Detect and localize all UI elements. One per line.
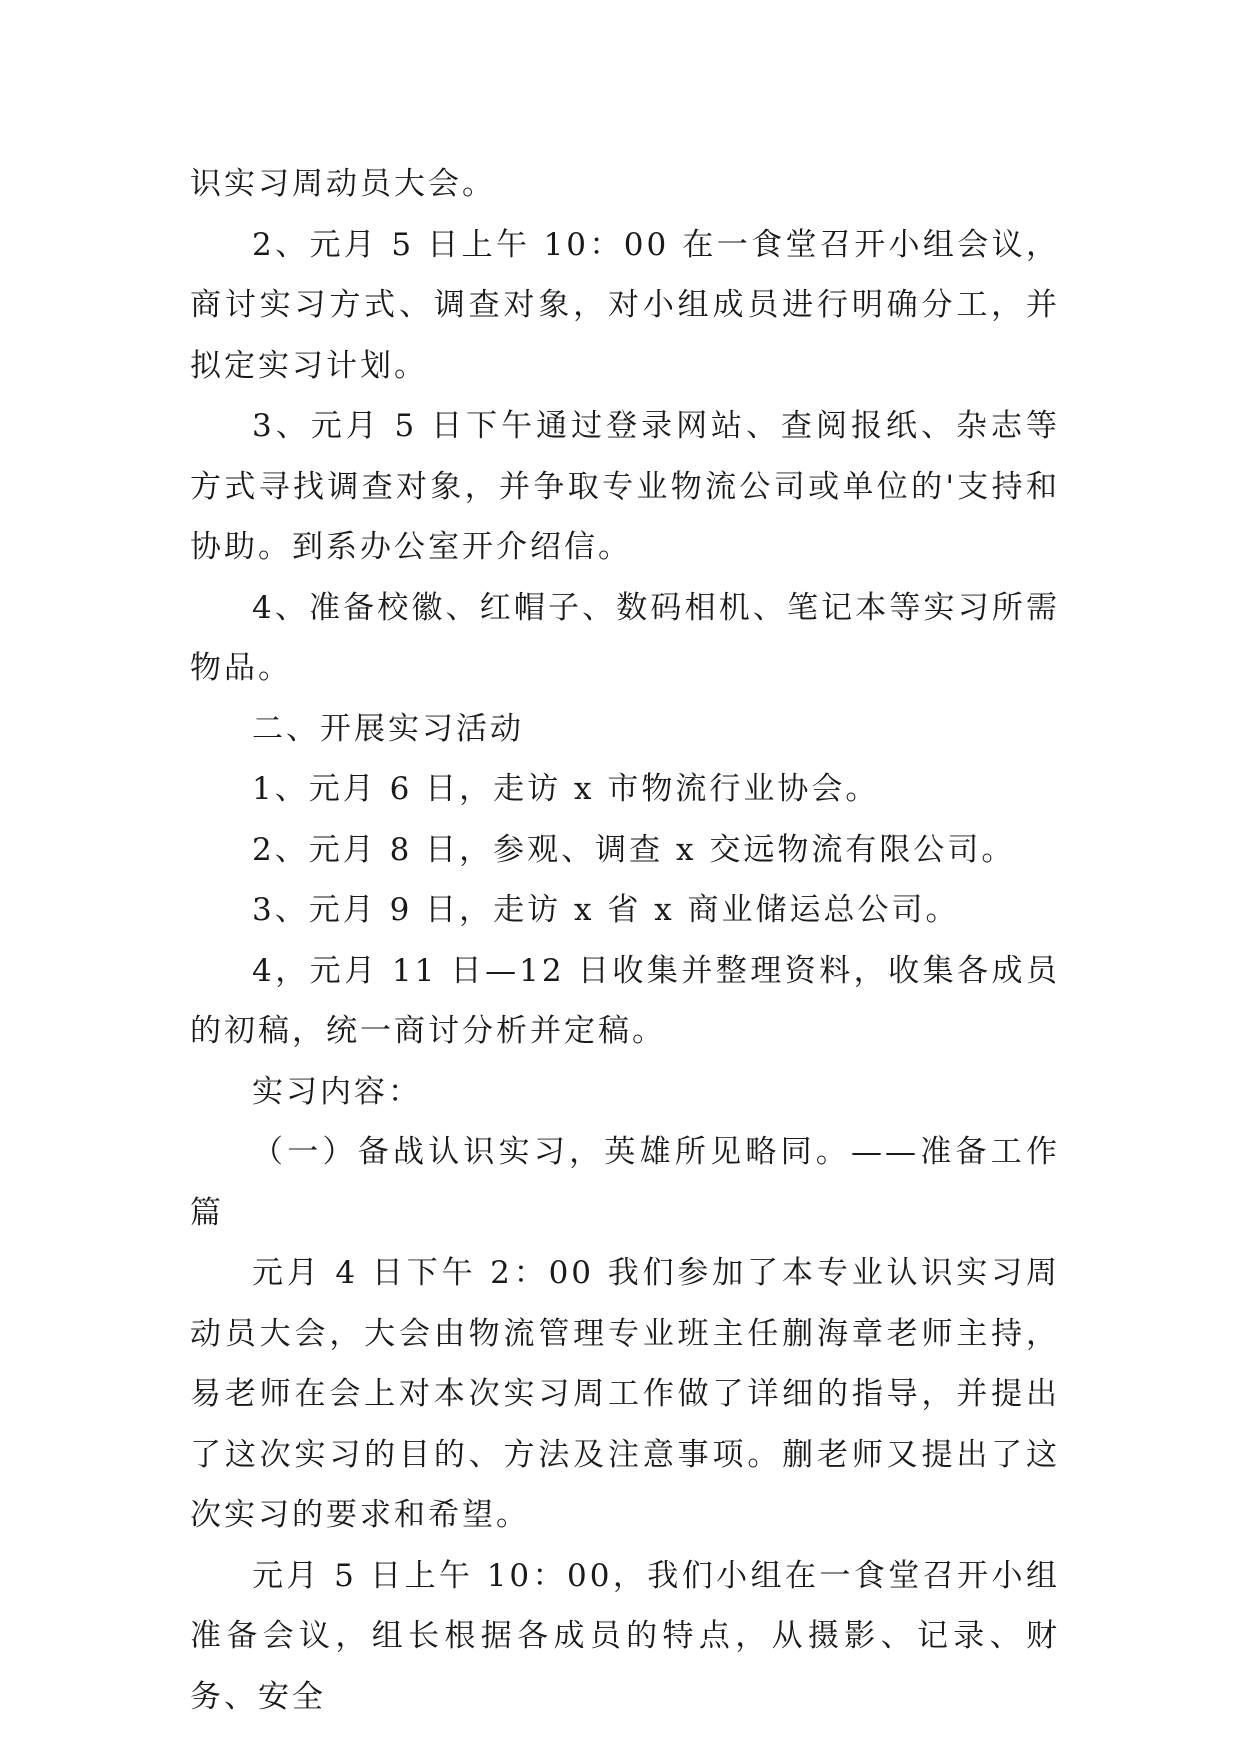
subsection-heading: （一）备战认识实习，英雄所见略同。——准备工作篇 xyxy=(190,1134,1060,1231)
section-heading: 二、开展实习活动 xyxy=(252,710,524,747)
paragraph: 4、准备校徽、红帽子、数码相机、笔记本等实习所需物品。 xyxy=(190,589,1060,686)
paragraph: 2、元月 8 日，参观、调查 x 交远物流有限公司。 xyxy=(252,831,1016,868)
paragraph: 元月 5 日上午 10：00，我们小组在一食堂召开小组准备会议，组长根据各成员的特点，从摄影、记录、财务、安全 xyxy=(190,1557,1060,1715)
paragraph: 4，元月 11 日—12 日收集并整理资料，收集各成员的初稿，统一商讨分析并定稿。 xyxy=(190,952,1060,1049)
paragraph: 1、元月 6 日，走访 x 市物流行业协会。 xyxy=(252,771,880,807)
paragraph: 3、元月 9 日，走访 x 省 x 商业储运总公司。 xyxy=(252,892,960,928)
paragraph-continuation: 识实习周动员大会。 xyxy=(190,166,496,202)
paragraph: 3、元月 5 日下午通过登录网站、查阅报纸、杂志等方式寻找调查对象，并争取专业物流公司或单位的'支持和协助。到系办公室开介绍信。 xyxy=(190,408,1060,565)
paragraph: 2、元月 5 日上午 10：00 在一食堂召开小组会议，商讨实习方式、调查对象，对小组成员进行明确分工，并拟定实习计划。 xyxy=(190,226,1060,384)
paragraph: 元月 4 日下午 2：00 我们参加了本专业认识实习周动员大会，大会由物流管理专业班主任蒯海章老师主持，易老师在会上对本次实习周工作做了详细的指导，并提出了这次实习的目的、方法及注意事项。蒯老师又提出了这次实习的要求和希望。 xyxy=(190,1255,1060,1533)
document-body xyxy=(190,154,1060,1727)
section-heading: 实习内容： xyxy=(252,1073,422,1110)
